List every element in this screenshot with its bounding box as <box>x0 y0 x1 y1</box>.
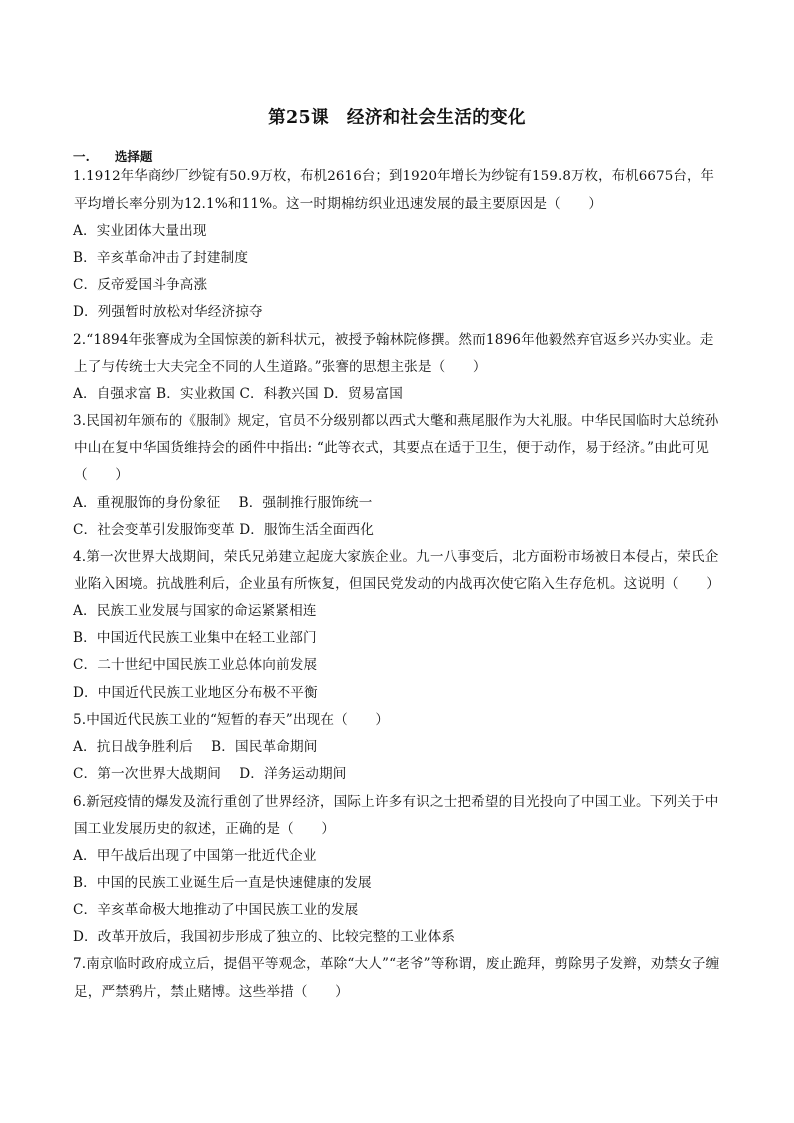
question-2-stem: 2.“1894年张謇成为全国惊羡的新科状元，被授予翰林院修撰。然而1896年他毅然弃官返乡兴办实业。走 <box>73 332 714 348</box>
page-title: 第25课 经济和社会生活的变化 <box>268 108 526 128</box>
question-3-options-cd: C．社会变革引发服饰变革 D．服饰生活全面西化 <box>73 522 374 538</box>
question-1-option-c: C．反帝爱国斗争高涨 <box>73 277 208 293</box>
question-4-stem-cont: 业陷入困境。抗战胜利后，企业虽有所恢复，但国民党发动的内战再次使它陷入生存危机。这说明（ ） <box>74 576 720 592</box>
question-1-option-a: A．实业团体大量出现 <box>73 223 207 239</box>
question-6-option-d: D．改革开放后，我国初步形成了独立的、比较完整的工业体系 <box>73 929 456 945</box>
section-heading: 一. 选择题 <box>73 149 153 164</box>
question-6-option-c: C．辛亥革命极大地推动了中国民族工业的发展 <box>73 902 359 918</box>
question-1-option-b: B．辛亥革命冲击了封建制度 <box>73 250 249 266</box>
question-2-options: A．自强求富 B．实业救国 C．科教兴国 D．贸易富国 <box>73 386 403 402</box>
question-5-options-ab: A．抗日战争胜利后 B．国民革命期间 <box>73 739 318 755</box>
question-2-stem-cont: 上了与传统士大夫完全不同的人生道路。”张謇的思想主张是（ ） <box>74 359 487 375</box>
question-3-stem-cont: 中山在复中华国货维持会的函件中指出: “此等衣式，其要点在适于卫生，便于动作，易于经济。”由此可见 <box>74 440 710 456</box>
question-4-option-b: B．中国近代民族工业集中在轻工业部门 <box>73 630 317 646</box>
question-5-stem: 5.中国近代民族工业的“短暂的春天”出现在（ ） <box>73 712 390 728</box>
question-4-option-c: C．二十世纪中国民族工业总体向前发展 <box>73 657 318 673</box>
question-7-stem: 7.南京临时政府成立后，提倡平等观念，革除“大人”“老爷”等称谓，废止跪拜，剪除男子发辫，劝禁女子缠 <box>73 956 720 972</box>
question-7-stem-cont: 足，严禁鸦片，禁止赌博。这些举措（ ） <box>74 984 349 1000</box>
question-6-stem: 6.新冠疫情的爆发及流行重创了世界经济，国际上许多有识之士把希望的目光投向了中国工业。下列关于中 <box>73 794 719 810</box>
question-1-stem-cont: 平均增长率分别为12.1%和11%。这一时期棉纺织业迅速发展的最主要原因是（ ） <box>74 196 603 212</box>
question-3-stem-blank: （ ） <box>74 467 129 483</box>
question-3-stem: 3.民国初年颁布的《服制》规定，官员不分级别都以西式大氅和燕尾服作为大礼服。中华民国临时大总统孙 <box>73 413 719 429</box>
question-4-stem: 4.第一次世界大战期间，荣氏兄弟建立起庞大家族企业。九一八事变后，北方面粉市场被日本侵占，荣氏企 <box>73 549 719 565</box>
question-6-stem-cont: 国工业发展历史的叙述，正确的是（ ） <box>74 821 336 837</box>
question-6-option-b: B．中国的民族工业诞生后一直是快速健康的发展 <box>73 875 372 891</box>
question-1-stem: 1.1912年华商纱厂纱锭有50.9万枚，布机2616台；到1920年增长为纱锭有159.8万枚，布机6675台，年 <box>73 169 715 184</box>
question-4-option-a: A．民族工业发展与国家的命运紧紧相连 <box>73 603 317 619</box>
question-6-option-a: A．甲午战后出现了中国第一批近代企业 <box>73 848 317 864</box>
question-4-option-d: D．中国近代民族工业地区分布极不平衡 <box>73 685 318 701</box>
question-1-option-d: D．列强暂时放松对华经济掠夺 <box>73 304 263 320</box>
question-3-options-ab: A．重视服饰的身份象征 B．强制推行服饰统一 <box>73 495 373 511</box>
question-5-options-cd: C．第一次世界大战期间 D．洋务运动期间 <box>73 766 347 782</box>
